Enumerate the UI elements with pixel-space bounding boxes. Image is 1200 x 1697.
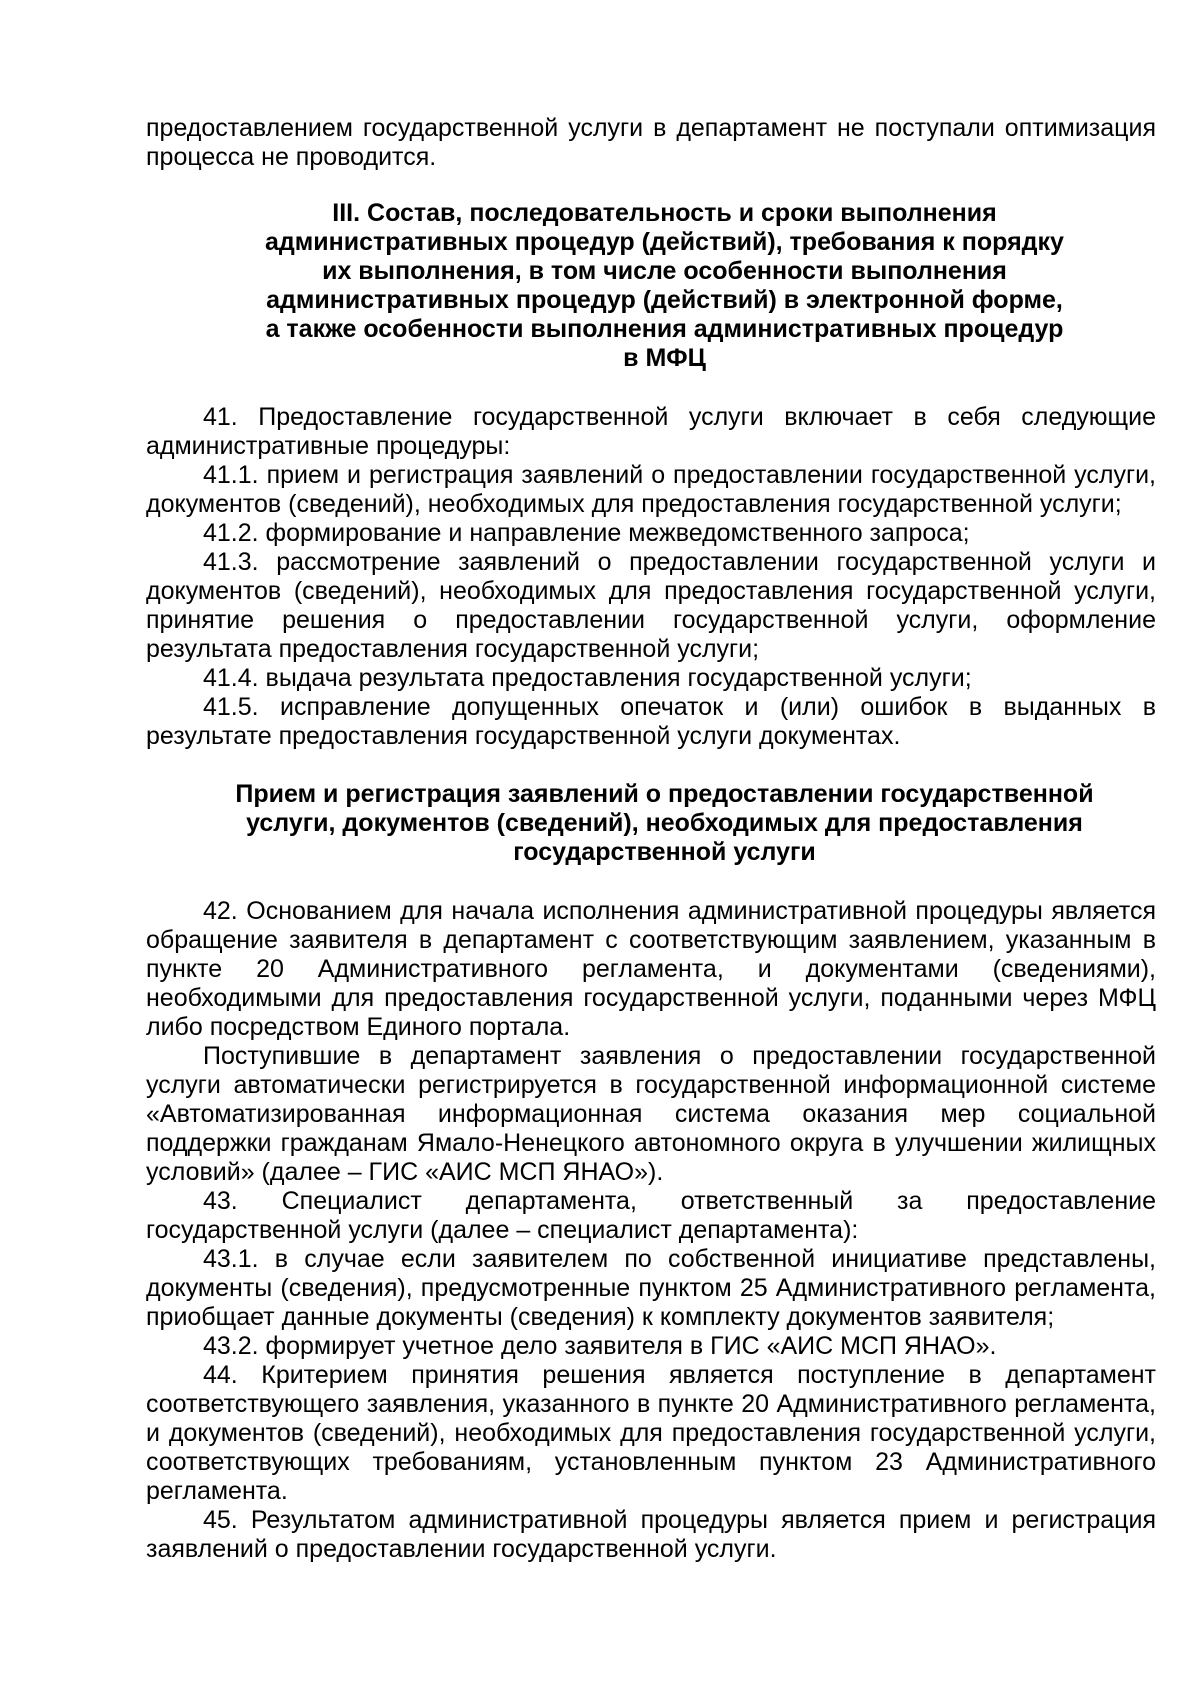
clause-43-1: 43.1. в случае если заявителем по собственной инициативе представлены, документы (сведения), предусмотренные пунктом 25 Административного регламента, приобщает данные документы (сведения) к комплекту документов заявителя;	[146, 1245, 1156, 1331]
clause-42-registration: Поступившие в департамент заявления о предоставлении государственной услуги автоматически регистрируется в государственной информационной системе «Автоматизированная информационная система оказания мер социальной поддержки гражданам Ямало-Ненецкого автономного округа в улучшении жилищных условий» (далее – ГИС «АИС МСП ЯНАО»).	[146, 1042, 1156, 1186]
clause-41-2: 41.2. формирование и направление межведомственного запроса;	[203, 519, 970, 547]
clause-43-2: 43.2. формирует учетное дело заявителя в ГИС «АИС МСП ЯНАО».	[203, 1332, 997, 1360]
clause-41-4: 41.4. выдача результата предоставления государственной услуги;	[203, 664, 972, 692]
section-title-line: административных процедур (действий) в электронной форме,	[266, 286, 1063, 314]
section-title-line: административных процедур (действий), требования к порядку	[265, 228, 1064, 256]
clause-42: 42. Основанием для начала исполнения административной процедуры является обращение заявителя в департамент с соответствующим заявлением, указанным в пункте 20 Административного регламента, и документами (сведениями), необходимыми для предоставления государственной услуги, поданными через МФЦ либо посредством Единого портала.	[146, 897, 1156, 1041]
clause-45: 45. Результатом административной процедуры является прием и регистрация заявлений о предоставлении государственной услуги.	[146, 1506, 1156, 1563]
subsection-title-line: услуги, документов (сведений), необходимых для предоставления	[246, 809, 1083, 837]
section-title-line: III. Состав, последовательность и сроки выполнения	[332, 199, 997, 227]
document-page	[146, 114, 1156, 1564]
clause-44: 44. Критерием принятия решения является поступление в департамент соответствующего заявления, указанного в пункте 20 Административного регламента, и документов (сведений), необходимых для предоставления государственной услуги, соответствующих требованиям, установленным пунктом 23 Административного регламента.	[146, 1361, 1156, 1505]
subsection-title-line: государственной услуги	[513, 838, 816, 866]
clause-43: 43. Специалист департамента, ответственный за предоставление государственной услуги (далее – специалист департамента):	[146, 1187, 1156, 1244]
intro-paragraph: предоставлением государственной услуги в департамент не поступали оптимизация процесса не проводится.	[146, 114, 1156, 171]
section-title	[146, 199, 1156, 373]
clause-41: 41. Предоставление государственной услуги включает в себя следующие административные процедуры:	[146, 403, 1156, 460]
clause-41-1: 41.1. прием и регистрация заявлений о предоставлении государственной услуги, документов (сведений), необходимых для предоставления государственной услуги;	[146, 461, 1156, 518]
subsection-title	[146, 780, 1156, 867]
subsection-title-line: Прием и регистрация заявлений о предоставлении государственной	[235, 780, 1094, 808]
section-title-line: а также особенности выполнения административных процедур	[265, 315, 1064, 343]
section-title-line: их выполнения, в том числе особенности выполнения	[322, 257, 1007, 285]
section-title-line: в МФЦ	[623, 344, 706, 372]
clause-41-3: 41.3. рассмотрение заявлений о предоставлении государственной услуги и документов (сведений), необходимых для предоставления государственной услуги, принятие решения о предоставлении государственной услуги, оформление результата предоставления государственной услуги;	[146, 548, 1156, 663]
clause-41-5: 41.5. исправление допущенных опечаток и (или) ошибок в выданных в результате предоставления государственной услуги документах.	[146, 693, 1156, 750]
